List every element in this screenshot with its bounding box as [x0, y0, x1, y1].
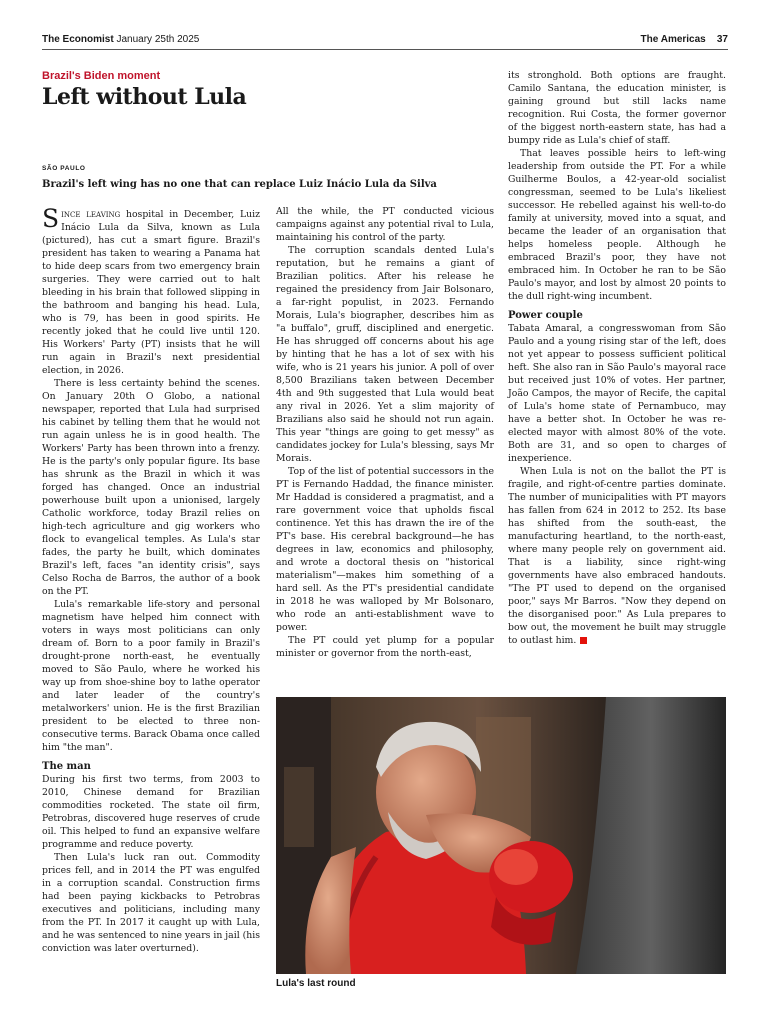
publication-name: The Economist — [42, 33, 114, 45]
column-3 — [508, 69, 726, 647]
issue-date: January 25th 2025 — [116, 33, 200, 45]
page-number: 37 — [716, 33, 728, 45]
paragraph: Lula's remarkable life-story and personal magnetism have helped him connect with voters in ways most politicians can only dream of. Born to a poor family in Brazil's drought-prone north-east, he eventually moved to São Paulo, where he worked his way up from shoe-shine boy to lathe operator and later leader of the country's metalworkers' union. He is the first Brazilian president to be elected to three non-consecutive terms. Barack Obama once called him "the man". — [42, 599, 260, 753]
end-of-article-mark — [580, 637, 587, 644]
column-2 — [276, 205, 494, 660]
header-rule — [42, 49, 728, 50]
paragraph — [508, 465, 726, 647]
paragraph: Top of the list of potential successors in the PT is Fernando Haddad, the finance minister. Mr Haddad is considered a pragmatist, and a rare government voice that upholds fiscal continence. Yet this has drawn the ire of the PT's base. His cerebral background—he has degrees in law, economics and philosophy, and wrote a doctoral thesis on "historical materialism"—makes him something of a hard sell. As the PT's presidential candidate in 2018 he was walloped by Mr Bolsonaro, who rode an anti-establishment wave to power. — [276, 466, 494, 633]
article-headline: Left without Lula — [42, 84, 247, 110]
paragraph: Tabata Amaral, a congresswoman from São Paulo and a young rising star of the left, does not yet appear to possess sufficient political heft. She also ran in São Paulo's mayoral race but received just 10% of votes. Her partner, João Campos, the mayor of Recife, the capital of Lula's home state of Pernambuco, may have a better shot. In October he was re-elected mayor with almost 80% of the vote. Both are 31, and so open to charges of inexperience. — [508, 323, 726, 464]
boxing-photo-illustration — [276, 697, 726, 974]
subheading: Power couple — [508, 310, 583, 321]
paragraph-text: When Lula is not on the ballot the PT is fragile, and right-of-centre parties dominate. The number of municipalities with PT mayors has fallen from 624 in 2012 to 252. Its base has shifted from the south-east, the manufacturing heartland, to the north-east, where many people rely on government aid. That is a liability, since right-wing governments have also embraced handouts. "The PT used to depend on the organised poor," says Mr Barros. "Now they depend on the disorganised poor." As Lula prepares to bow out, the movement he built may struggle to outlast him. — [508, 466, 726, 646]
section-name: The Americas — [640, 33, 706, 45]
header-left — [42, 34, 199, 45]
header-right — [641, 34, 728, 45]
article-photo — [276, 697, 726, 974]
paragraph: There is less certainty behind the scenes. On January 20th O Globo, a national newspaper, reported that Lula had surprised his cabinet by telling them that he would not run again unless he is in good health. The Workers' Party has been thrown into a frenzy. He is the party's only popular figure. Its base has shrunk as the Brazil in which it was forged has changed. Once an industrial powerhouse built upon a unionised, largely Catholic workforce, today Brazil relies on high-tech agriculture and gig workers who flock to evangelical temples. As Lula's star fades, the party he built, which dominates Brazil's left, faces "an identity crisis", says Celso Rocha de Barros, the author of a book on the PT. — [42, 378, 260, 597]
paragraph: Then Lula's luck ran out. Commodity prices fell, and in 2014 the PT was engulfed in a corruption scandal. Construction firms had been paying kickbacks to Petrobras executives and politicians, including many from the PT. In 2017 it caught up with Lula, and he was sentenced to nine years in jail (his conviction was later overturned). — [42, 852, 260, 954]
paragraph — [42, 204, 260, 377]
paragraph: That leaves possible heirs to left-wing leadership from outside the PT. For a while Guilherme Boulos, a 42-year-old socialist congressman, seemed to be Lula's likeliest successor. He rebelled against his well-to-do family at university, moved into a squat, and became the leader of an organisation that helps homeless people. Although he embraced Brazil's poor, they have not embraced him. In October he ran to be São Paulo's mayor, and lost by almost 20 points to the dull right-wing incumbent. — [508, 148, 726, 302]
paragraph: The PT could yet plump for a popular minister or governor from the north-east, — [276, 635, 494, 659]
paragraph: During his first two terms, from 2003 to 2010, Chinese demand for Brazilian commodities rocketed. The state oil firm, Petrobras, discovered huge reserves of crude oil. This helped to fund an expansive welfare programme and reduce poverty. — [42, 774, 260, 850]
paragraph: The corruption scandals dented Lula's reputation, but he remains a giant of Brazilian politics. After his release he regained the presidency from Jair Bolsonaro, a far-right populist, in 2023. Fernando Morais, Lula's biographer, describes him as "a buffalo", gruff, disciplined and energetic. He has shrugged off concerns about his age by hinting that he has a lot of sex with his wife, who is 21 years his junior. A poll of over 8,500 Brazilians taken between December 4th and 9th suggested that Lula would beat any rival in 2026. Yet a slim majority of Brazilians also said he should not run again. This year "things are going to get messy" as candidates jockey for Lula's blessing, says Mr Morais. — [276, 245, 494, 464]
subheading: The man — [42, 761, 91, 772]
drop-cap: S — [42, 204, 60, 233]
lead-in-smallcaps: ince leaving — [61, 209, 121, 220]
paragraph: its stronghold. Both options are fraught. Camilo Santana, the education minister, is gaining ground but still lacks name recognition. Rui Costa, the former governor of the biggest north-eastern state, has had a bumpy ride as Lula's chief of staff. — [508, 70, 726, 146]
paragraph-text: hospital in December, Luiz Inácio Lula da Silva, known as Lula (pictured), has cut a smart figure. Brazil's president has taken to wearing a Panama hat to hide deep scars from two emergency brain surgeries. They were carried out to halt bleeding in his brain that followed slipping in the bathroom and banging his head. Lula, who is 79, has been in good spirits. He recently joked that he could live until 120. His Workers' Party (PT) insists that he will run again in Brazil's next presidential election, in 2026. — [42, 209, 260, 376]
photo-caption: Lula's last round — [276, 978, 356, 989]
column-1 — [42, 204, 260, 955]
article-kicker: Brazil's Biden moment — [42, 70, 161, 82]
page-header — [42, 30, 728, 48]
dateline: SÃO PAULO — [42, 165, 86, 172]
paragraph: All the while, the PT conducted vicious campaigns against any potential rival to Lula, maintaining his control of the party. — [276, 206, 494, 243]
standfirst: Brazil's left wing has no one that can replace Luiz Inácio Lula da Silva — [42, 179, 437, 190]
